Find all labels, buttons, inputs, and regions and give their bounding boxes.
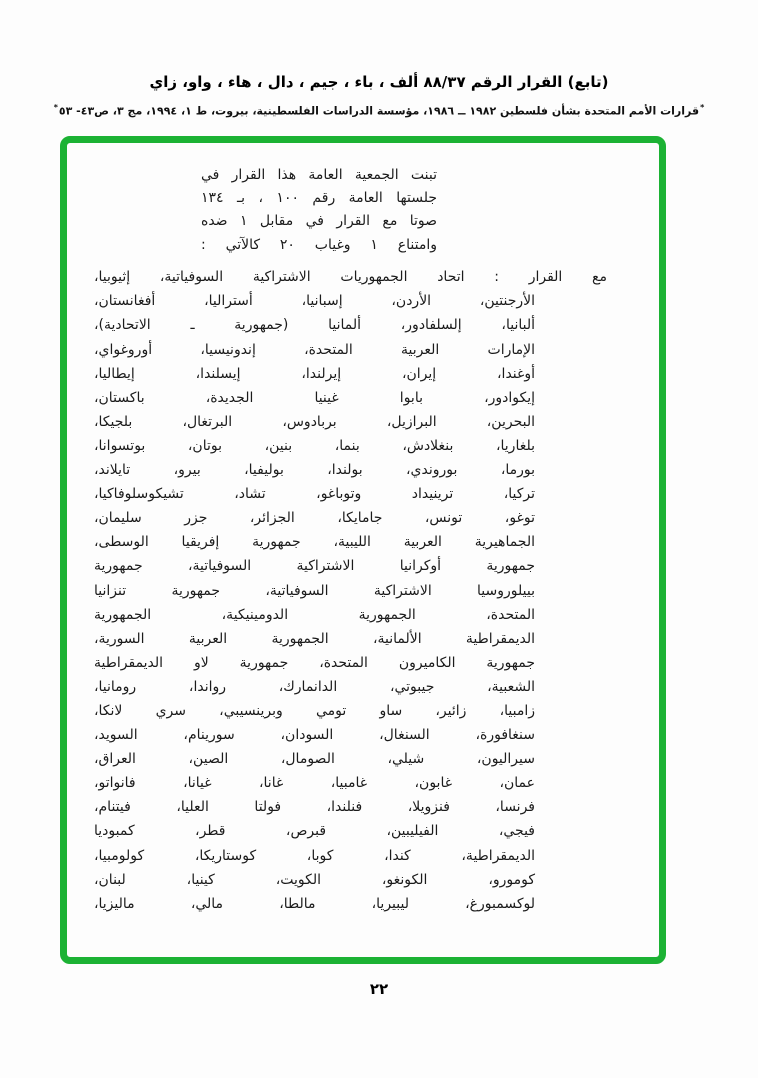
country-line: بلغاريا، بنغلادش، بنما، بنين، بوتان، بوتسوانا، [94,437,535,454]
intro-line: وامتناع ١ وغياب ٢٠ كالآتي : [201,236,438,253]
vote-label: مع القرار [528,269,607,286]
country-line: توغو، تونس، جامايكا، الجزائر، جزر سليمان، [94,510,535,527]
country-line: الديمقراطية الألمانية، الجمهورية العربية السورية، [94,630,535,647]
country-line: المتحدة، الجمهورية الدومينيكية، الجمهورية [94,606,535,623]
country-list [94,265,607,916]
country-line: إيكوادور، بابوا غينيا الجديدة، باكستان، [94,389,535,406]
label-separator: : [494,269,499,286]
intro-line: جلستها العامة رقم ١٠٠ ، بـ ١٣٤ [201,190,437,207]
country-line: ألبانيا، إلسلفادور، ألمانيا (جمهورية ـ الاتحادية)، [94,317,535,334]
country-line: جمهورية أوكرانيا الاشتراكية السوفياتية، جمهورية [94,558,535,575]
country-line: بييلوروسيا الاشتراكية السوفياتية، جمهورية تنزانيا [94,582,535,599]
first-line-text: اتحاد الجمهوريات الاشتراكية السوفياتية، إثيوبيا، [94,269,465,286]
country-line: كومورو، الكونغو، الكويت، كينيا، لبنان، [94,871,535,888]
country-line: أوغندا، إيران، إيرلندا، إيسلندا، إيطاليا، [94,365,535,382]
country-line: بورما، بوروندي، بولندا، بوليفيا، بيرو، تايلاند، [94,462,535,479]
resolution-box [60,136,666,964]
country-line: الديمقراطية، كندا، كوبا، كوستاريكا، كولومبيا، [94,847,535,864]
country-line: جمهورية الكاميرون المتحدة، جمهورية لاو الديمقراطية [94,654,535,671]
country-line: الإمارات العربية المتحدة، إندونيسيا، أوروغواي، [94,341,535,358]
country-line: الجماهيرية العربية الليبية، جمهورية إفريقيا الوسطى، [94,534,535,551]
country-line: فرنسا، فنزويلا، فنلندا، فولتا العليا، فيتنام، [94,799,535,816]
intro-line: صوتا مع القرار في مقابل ١ ضده [201,213,437,230]
country-line: زامبيا، زائير، ساو تومي وبرينسيبي، سري لانكا، [94,702,535,719]
page-title: (تابع) القرار الرقم ٨٨/٣٧ ألف ، باء ، جيم ، دال ، هاء ، واو، زاي [149,73,609,91]
page-number: ٢٢ [369,979,389,998]
country-line: الأرجنتين، الأردن، إسبانيا، أستراليا، أفغانستان، [94,293,535,310]
country-line: تركيا، ترينيداد وتوباغو، تشاد، تشيكوسلوفاكيا، [94,486,535,503]
country-line: الشعبية، جيبوتي، الدانمارك، رواندا، رومانيا، [94,678,535,695]
country-line: عمان، غابون، غامبيا، غانا، غيانا، فانواتو، [94,775,535,792]
country-line: لوكسمبورغ، ليبيريا، مالطا، مالي، ماليزيا، [94,895,535,912]
source-citation [0,100,758,120]
country-line: سنغافورة، السنغال، السودان، سورينام، السويد، [94,727,535,744]
footnote-mark-start: * [700,103,705,112]
intro-line: تبنت الجمعية العامة هذا القرار في [201,166,437,183]
vote-result-first-line [94,265,607,289]
country-line: البحرين، البرازيل، بربادوس، البرتغال، بلجيكا، [94,413,535,430]
footnote-mark-end: * [53,103,58,112]
country-line: سيراليون، شيلي، الصومال، الصين، العراق، [94,751,535,768]
country-line: فيجي، الفيليبين، قبرص، قطر، كمبوديا [94,823,535,840]
source-text: قرارات الأمم المتحدة بشأن فلسطين ١٩٨٢ ــ ١٩٨٦، مؤسسة الدراسات الفلسطينية، بيروت، ط ١، ١٩٩٤، مج ٣، ص٤٣- ٥٣ [58,104,700,118]
intro-paragraph [201,164,437,258]
